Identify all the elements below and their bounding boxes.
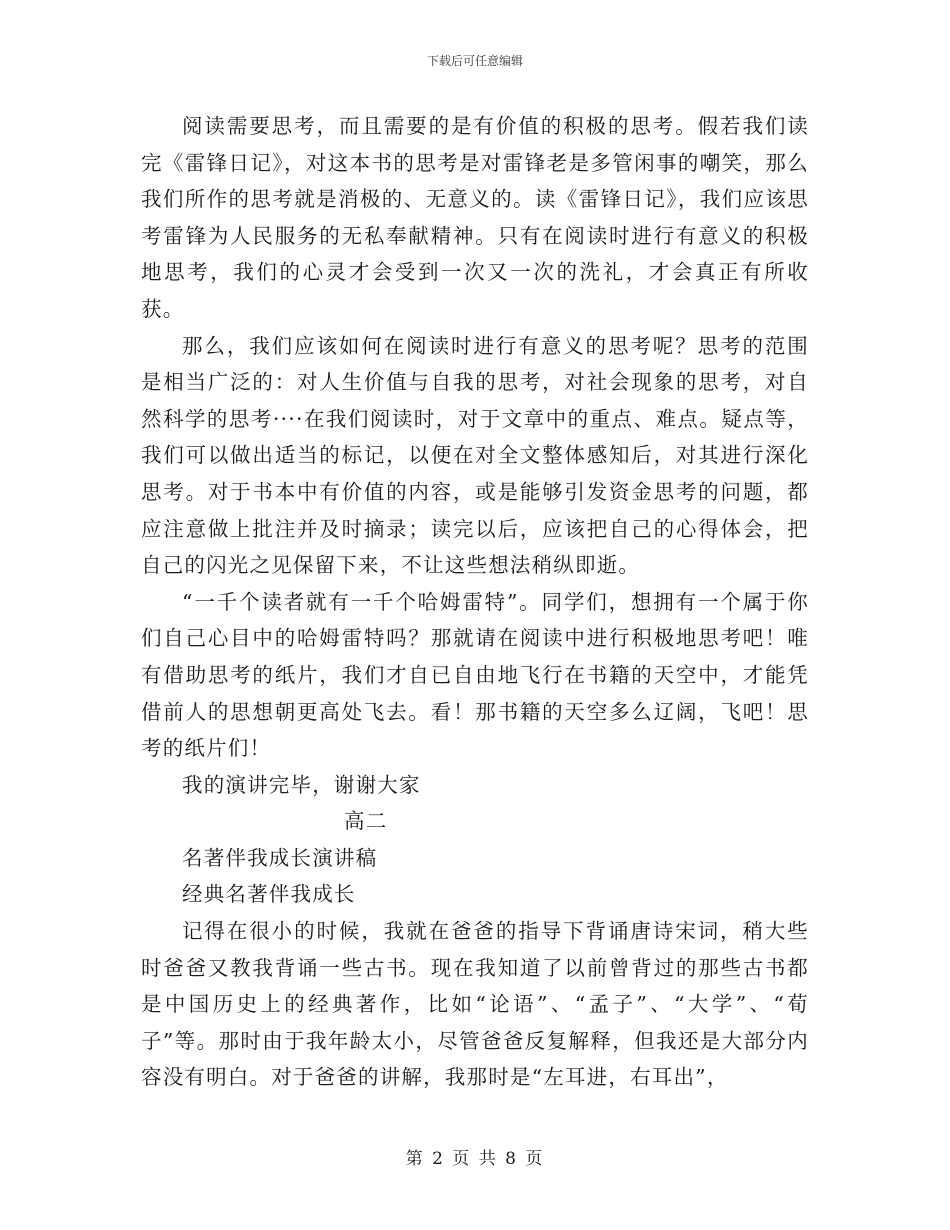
paragraph-3: “一千个读者就有一千个哈姆雷特”。同学们，想拥有一个属于你们自己心目中的哈姆雷特吗？那就请在阅读中进行积极地思考吧！唯有借助思考的纸片，我们才自已自由地飞行在书籍的天空中，才能凭借前人的思想朝更高处飞去。看！那书籍的天空多么辽阔，飞吧！思考的纸片们！ bbox=[141, 589, 809, 761]
grade-label: 高二 bbox=[344, 809, 388, 834]
paragraph-4: 记得在很小的时候，我就在爸爸的指导下背诵唐诗宋词，稍大些时爸爸又教我背诵一些古书。现在我知道了以前曾背过的那些古书都是中国历史上的经典著作，比如“论语”、“孟子”、“大学”、“荀子”等。那时由于我年龄太小，尽管爸爸反复解释，但我还是大部分内容没有明白。对于爸爸的讲解，我那时是“左耳进，右耳出”， bbox=[141, 919, 809, 1090]
closing-line: 我的演讲完毕，谢谢大家 bbox=[182, 772, 421, 797]
header-note: 下载后可任意编辑 bbox=[426, 54, 523, 68]
speech-title: 名著伴我成长演讲稿 bbox=[182, 845, 378, 870]
paragraph-2: 那么，我们应该如何在阅读时进行有意义的思考呢？思考的范围是相当广泛的：对人生价值与自我的思考，对社会现象的思考，对自然科学的思考····在我们阅读时，对于文章中的重点、难点。疑点等，我们可以做出适当的标记，以便在对全文整体感知后，对其进行深化思考。对于书本中有价值的内容，或是能够引发资金思考的问题，都应注意做上批注并及时摘录；读完以后，应该把自己的心得体会，把自己的闪光之见保留下来，不让这些想法稍纵即逝。 bbox=[141, 333, 809, 578]
paragraph-1: 阅读需要思考，而且需要的是有价值的积极的思考。假若我们读完《雷锋日记》，对这本书的思考是对雷锋老是多管闲事的嘲笑，那么我们所作的思考就是消极的、无意义的。读《雷锋日记》，我们应该思考雷锋为人民服务的无私奉献精神。只有在阅读时进行有意义的积极地思考，我们的心灵才会受到一次又一次的洗礼，才会真正有所收获。 bbox=[141, 114, 809, 321]
document-body bbox=[141, 108, 809, 1096]
speech-subtitle: 经典名著伴我成长 bbox=[182, 882, 356, 907]
page-number bbox=[0, 1144, 950, 1169]
page-number-label: 第 2 页 共 8 页 bbox=[405, 1149, 545, 1169]
